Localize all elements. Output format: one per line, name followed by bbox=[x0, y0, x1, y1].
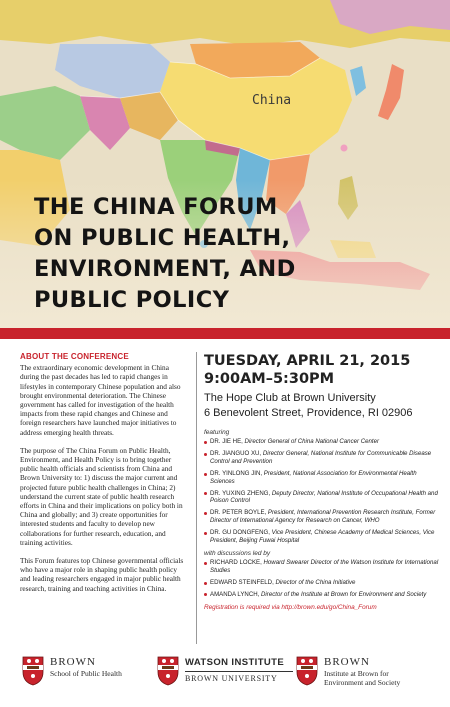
speaker-desc: President, National Association for Environmental Health Sciences bbox=[210, 469, 417, 485]
discussant-name: RICHARD LOCKE, bbox=[210, 558, 262, 566]
logo-watson-institute bbox=[157, 654, 297, 700]
event-time: 9:00AM–5:30PM bbox=[204, 371, 335, 387]
brown-shield-icon bbox=[296, 656, 318, 686]
speaker-item bbox=[204, 529, 440, 545]
title-line: PUBLIC POLICY bbox=[34, 287, 230, 313]
speaker-item bbox=[204, 438, 440, 446]
about-paragraph: This Forum features top Chinese governmental officials who have a major role in shaping public health policy and leading researchers engaged in major public health research, training and teaching activities in China. bbox=[20, 556, 184, 593]
about-heading: ABOUT THE CONFERENCE bbox=[20, 352, 129, 361]
discussant-desc: Director of the Institute at Brown for Environment and Society bbox=[261, 590, 427, 598]
speaker-desc: Vice President, Chinese Academy of Medical Sciences, Vice President, Beijing Fuwai Hospital bbox=[210, 529, 435, 545]
title-line: ON PUBLIC HEALTH, bbox=[34, 225, 291, 251]
logo-brand: BROWN bbox=[324, 656, 370, 668]
title-line: ENVIRONMENT, AND bbox=[34, 256, 296, 282]
featuring-label: featuring bbox=[204, 429, 230, 436]
speaker-item bbox=[204, 450, 440, 466]
event-address: 6 Benevolent Street, Providence, RI 02906 bbox=[204, 407, 413, 419]
discussant-name: EDWARD STEINFELD, bbox=[210, 578, 274, 586]
logo-sub: School of Public Health bbox=[50, 669, 122, 678]
logo-school-of-public-health bbox=[22, 654, 162, 700]
title-line: THE CHINA FORUM bbox=[34, 194, 278, 220]
sponsor-logos bbox=[0, 654, 450, 702]
speaker-desc: Deputy Director, National Institute of Occupational Health and Poison Control bbox=[210, 489, 438, 505]
brown-shield-icon bbox=[22, 656, 44, 686]
speaker-name: DR. YUXING ZHENG, bbox=[210, 489, 271, 497]
discussant-item bbox=[204, 559, 440, 575]
speaker-desc: President, International Prevention Research Institute, Former Director of International Agency for Research on Cancer, WHO bbox=[210, 509, 436, 525]
logo-brand: WATSON INSTITUTE bbox=[185, 657, 285, 668]
speaker-name: DR. JIE HE, bbox=[210, 438, 243, 445]
speaker-name: DR. PETER BOYLE, bbox=[210, 509, 267, 517]
speaker-list bbox=[204, 438, 440, 545]
discussant-name: AMANDA LYNCH, bbox=[210, 590, 260, 598]
about-paragraph: The extraordinary economic development in China during the past decades has led to rapid changes in lifestyles in contemporary Chinese population and also brought environmental deterioration. The Chinese government has called for investigation of the health impacts from these rapid changes and Chinese and foreign researchers have launched major initiatives to address emerging health threats. bbox=[20, 363, 181, 437]
speaker-name: DR. JIANGUO XU, bbox=[210, 449, 262, 457]
logo-sub: BROWN UNIVERSITY bbox=[185, 674, 278, 683]
discussant-item bbox=[204, 591, 440, 599]
discussant-desc: Howard Swearer Director of the Watson Institute for International Studies bbox=[210, 558, 439, 574]
column-divider bbox=[196, 352, 197, 644]
page-title bbox=[34, 192, 434, 316]
discussant-item bbox=[204, 579, 440, 587]
event-details bbox=[204, 352, 440, 612]
accent-bar bbox=[0, 328, 450, 339]
speaker-item bbox=[204, 470, 440, 486]
speaker-name: DR. YINLONG JIN, bbox=[210, 469, 263, 477]
event-date: TUESDAY, APRIL 21, 2015 bbox=[204, 353, 411, 369]
map-banner bbox=[0, 0, 450, 328]
map-label-china: China bbox=[252, 93, 292, 108]
logo-sub: Environment and Society bbox=[324, 678, 401, 687]
speaker-item bbox=[204, 509, 440, 525]
logo-sub: Institute at Brown for bbox=[324, 669, 389, 678]
logo-rule bbox=[185, 671, 293, 672]
logo-brand: BROWN bbox=[50, 656, 96, 668]
discussant-desc: Director of the China Initiative bbox=[275, 578, 356, 586]
brown-shield-icon bbox=[157, 656, 179, 686]
discussant-list bbox=[204, 559, 440, 599]
discussion-label: with discussions led by bbox=[204, 549, 271, 557]
about-section bbox=[20, 352, 188, 602]
speaker-name: DR. GU DONGFENG, bbox=[210, 529, 270, 537]
logo-environment-society bbox=[296, 654, 446, 700]
speaker-item bbox=[204, 490, 440, 506]
registration-link[interactable]: Registration is required via http://brown.edu/go/China_Forum bbox=[204, 603, 377, 611]
speaker-desc: Director General, National Institute for Communicable Disease Control and Prevention bbox=[210, 449, 432, 465]
about-paragraph: The purpose of The China Forum on Public Health, Environment, and Health Policy is to bring together public health officials and scientists from China and Brown University to: 1) discuss the major current and projected future public health challenges in China; 2) understand the current state of public health research efforts in China and their implications on policy both in China and globally; and 3) create opportunities for interested students and faculty to develop new collaborations for further research, education, and training activities. bbox=[20, 445, 183, 547]
speaker-desc: Director General of China National Cancer Center bbox=[244, 438, 380, 445]
event-venue: The Hope Club at Brown University bbox=[204, 392, 376, 404]
